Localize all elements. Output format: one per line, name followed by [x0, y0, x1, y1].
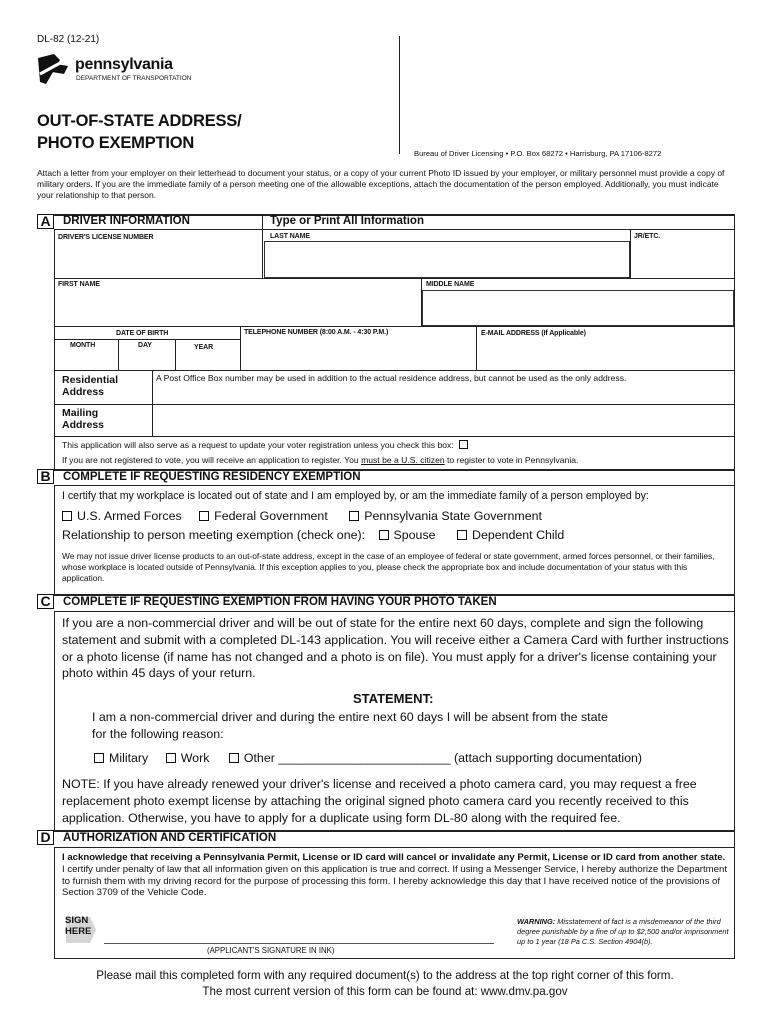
- warning-text: WARNING: Misstatement of fact is a misdemeanor of the third degree punishable by a fine of up to $2,500 and/or imprisonment up to 1 year (18 Pa C.S. Section 4904(b).: [517, 917, 729, 946]
- dependent-child-checkbox[interactable]: [457, 530, 467, 540]
- first-name-field[interactable]: [55, 290, 420, 326]
- sign-here-marker: SIGN HERE: [62, 913, 98, 947]
- email-label: E-MAIL ADDRESS (If Applicable): [481, 330, 586, 337]
- reason-options: Military Work Other _________________________ (attach supporting documentation): [94, 751, 642, 765]
- section-d-text: I acknowledge that receiving a Pennsylvania Permit, License or ID card will cancel or invalidate any Permit, License or ID card from another state. I certify under penalty of law that all information given on this application is true and correct. If using a Messenger Service, I hereby authorize the Department to furnish them with my driving record for the purpose of processing this form. I hereby acknowledge this day that I have received notice of the provisions of Section 3709 of the Vehicle Code.: [62, 852, 727, 899]
- jr-etc-label: JR/ETC.: [634, 233, 661, 240]
- bureau-address: Bureau of Driver Licensing • P.O. Box 68272 • Harrisburg, PA 17106-8272: [414, 149, 662, 158]
- section-b-note: We may not issue driver license products to an out-of-state address, except in the case of an employee of federal or state government, armed forces personnel, or their families, whose workplace is located outside of Pennsylvania. If this exception applies to you, please check the appropriate box and include documentation of your status with this application.: [62, 551, 715, 584]
- penndot-logo: [36, 52, 206, 86]
- federal-government-checkbox[interactable]: [199, 511, 209, 521]
- section-a-letter: A: [37, 214, 54, 229]
- dl-number-label: DRIVER'S LICENSE NUMBER: [58, 234, 154, 241]
- middle-name-label: MIDDLE NAME: [426, 281, 475, 288]
- section-c-note: NOTE: If you have already renewed your driver's license and received a photo camera card, you may request a free replacement photo exempt license by attaching the original signed photo camera card you recently received to this application. Otherwise, you have to apply for a duplicate using form DL-80 along with the required fee.: [62, 777, 697, 825]
- form-title-line1: OUT-OF-STATE ADDRESS/: [37, 112, 242, 130]
- voter-opt-out-checkbox[interactable]: [459, 440, 468, 449]
- section-b-certify: I certify that my workplace is located out of state and I am employed by, or am the immediate family of a person employed by:: [62, 490, 649, 502]
- work-checkbox[interactable]: [166, 753, 176, 763]
- statement-line1: I am a non-commercial driver and during the entire next 60 days I will be absent from the state: [92, 710, 608, 724]
- form-title-line2: PHOTO EXEMPTION: [37, 134, 195, 152]
- mailing-label: Mailing Address: [62, 407, 105, 431]
- section-c-title: COMPLETE IF REQUESTING EXEMPTION FROM HAVING YOUR PHOTO TAKEN: [63, 596, 497, 608]
- dob-year-field[interactable]: [176, 352, 239, 370]
- other-reason-field[interactable]: Other _________________________ (attach supporting documentation): [243, 751, 643, 765]
- voter-line1: This application will also serve as a request to update your voter registration unless you check this box:: [62, 440, 473, 450]
- jr-etc-field[interactable]: [632, 241, 734, 278]
- spouse-checkbox[interactable]: [379, 530, 389, 540]
- section-d-title: AUTHORIZATION AND CERTIFICATION: [63, 832, 277, 844]
- pa-state-government-checkbox[interactable]: [349, 511, 359, 521]
- signature-field[interactable]: [104, 913, 494, 943]
- first-name-label: FIRST NAME: [58, 281, 100, 288]
- day-label: DAY: [138, 342, 152, 349]
- statement-title: STATEMENT:: [353, 691, 434, 706]
- dob-label: DATE OF BIRTH: [116, 330, 169, 337]
- last-name-label: LAST NAME: [270, 233, 310, 240]
- last-name-field[interactable]: [264, 241, 630, 278]
- year-label: YEAR: [194, 344, 214, 351]
- residential-note: A Post Office Box number may be used in addition to the actual residence address, but cannot be used as the only address.: [156, 373, 627, 383]
- month-label: MONTH: [70, 342, 96, 349]
- section-b-letter: B: [37, 469, 54, 484]
- residential-address-field[interactable]: [153, 384, 734, 404]
- telephone-field[interactable]: [242, 338, 474, 370]
- other-checkbox[interactable]: [229, 753, 239, 763]
- section-c-letter: C: [37, 594, 54, 609]
- voter-line2: If you are not registered to vote, you will receive an application to register. You must be a U.S. citizen to register to vote in Pennsylvania.: [62, 455, 579, 465]
- section-b-title: COMPLETE IF REQUESTING RESIDENCY EXEMPTION: [63, 471, 361, 483]
- armed-forces-checkbox[interactable]: [62, 511, 72, 521]
- section-c-paragraph: If you are a non-commercial driver and will be out of state for the entire next 60 days, complete and sign the following statement and submit with a completed DL-143 application. You will receive either a Camera Card with further instructions or a photo license (if name has not changed and a photo is on file). You must apply for a driver's license containing your photo within 45 days of your return.: [62, 616, 729, 681]
- relationship-options: Relationship to person meeting exemption (check one): Spouse Dependent Child: [62, 528, 565, 542]
- footer-line2: The most current version of this form can be found at: www.dmv.pa.gov: [202, 985, 568, 998]
- footer-line1: Please mail this completed form with any required document(s) to the address at the top right corner of this form.: [96, 969, 674, 982]
- dob-day-field[interactable]: [119, 352, 174, 370]
- signature-label: (APPLICANT'S SIGNATURE IN INK): [207, 946, 335, 955]
- dob-month-field[interactable]: [55, 352, 117, 370]
- dl-number-field[interactable]: [55, 243, 261, 277]
- mailing-address-field[interactable]: [153, 405, 734, 435]
- signature-line: [104, 943, 494, 944]
- form-code: DL-82 (12-21): [37, 34, 100, 45]
- logo-name: pennsylvania: [75, 56, 173, 73]
- keystone-logo-icon: [36, 52, 70, 86]
- section-d-letter: D: [37, 830, 54, 845]
- logo-subtitle: DEPARTMENT OF TRANSPORTATION: [76, 75, 192, 82]
- employer-options: U.S. Armed Forces Federal Government Pennsylvania State Government: [62, 509, 542, 523]
- telephone-label: TELEPHONE NUMBER (8:00 A.M. - 4:30 P.M.): [244, 329, 389, 336]
- military-checkbox[interactable]: [94, 753, 104, 763]
- intro-text: Attach a letter from your employer on their letterhead to document your status, or a copy of your current Photo ID issued by your employer, or military personnel must provide a copy of military orders. If you are the immediate family of a person meeting one of the allowable exceptions, attach the documentation of the person employed. Additionally, you must indicate your relationship to that person.: [37, 168, 725, 200]
- residential-label: Residential Address: [62, 374, 119, 398]
- section-a-title: DRIVER INFORMATION: [63, 215, 190, 227]
- middle-name-field[interactable]: [422, 290, 734, 326]
- email-field[interactable]: [478, 338, 734, 370]
- type-print-note: Type or Print All Information: [270, 215, 424, 227]
- header-divider: [399, 36, 400, 154]
- statement-line2: for the following reason:: [92, 727, 224, 741]
